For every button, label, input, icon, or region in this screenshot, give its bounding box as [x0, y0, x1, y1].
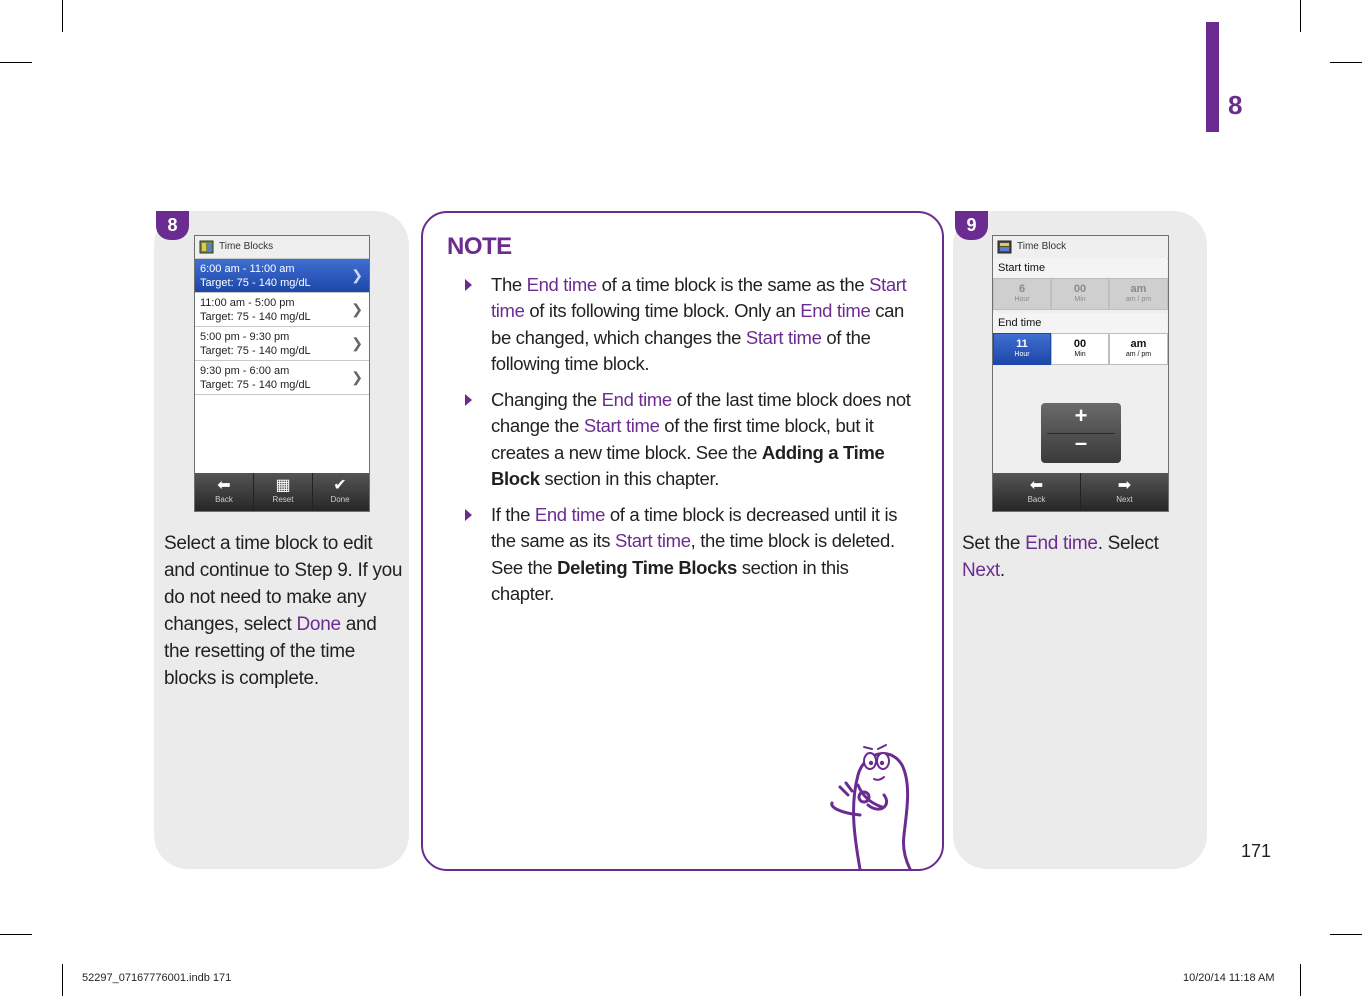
- plus-minus-control: [1041, 403, 1121, 463]
- end-min-field[interactable]: 00 Min: [1051, 333, 1109, 365]
- crop-mark: [0, 934, 32, 935]
- start-time-label: Start time: [993, 258, 1167, 278]
- target-range: Target: 75 - 140 mg/dL: [200, 277, 311, 289]
- target-range: Target: 75 - 140 mg/dL: [200, 379, 311, 391]
- crop-mark: [1300, 964, 1301, 996]
- time-block-row-1[interactable]: [195, 259, 369, 293]
- plus-button[interactable]: +: [1074, 403, 1088, 428]
- time-block-screen: [992, 235, 1169, 512]
- chevron-right-icon: ❯: [351, 301, 363, 317]
- note-bullet-2: Changing the End time of the last time block does not change the Start time of the first time block, but it creates a new time block. See the Adding a Time Block section in this chapter.: [491, 389, 911, 489]
- crop-mark: [62, 0, 63, 32]
- next-term: Next: [962, 560, 1000, 581]
- screen-title: Time Blocks: [219, 241, 274, 252]
- step-9-badge: 9: [955, 211, 988, 240]
- chevron-right-icon: ❯: [351, 335, 363, 351]
- done-label: Done: [330, 495, 350, 504]
- reset-button[interactable]: [253, 473, 313, 511]
- screen-footer: [993, 473, 1168, 511]
- back-button[interactable]: [993, 473, 1081, 511]
- note-title: NOTE: [447, 233, 512, 260]
- next-button[interactable]: [1081, 473, 1168, 511]
- bullet-triangle-icon: [465, 509, 472, 521]
- done-button[interactable]: [311, 473, 369, 511]
- next-label: Next: [1116, 495, 1133, 504]
- time-range: 6:00 am - 11:00 am: [200, 263, 295, 275]
- end-ampm-field[interactable]: am am / pm: [1109, 333, 1168, 365]
- target-range: Target: 75 - 140 mg/dL: [200, 345, 311, 357]
- arrow-left-icon: ⬅: [217, 477, 231, 494]
- time-range: 9:30 pm - 6:00 am: [200, 365, 290, 377]
- start-ampm-field: am am / pm: [1109, 278, 1168, 310]
- crop-mark: [1330, 62, 1362, 63]
- end-hour-field[interactable]: 11 Hour: [993, 333, 1051, 365]
- target-range: Target: 75 - 140 mg/dL: [200, 311, 311, 323]
- screen-footer: [195, 473, 369, 511]
- crop-mark: [62, 964, 63, 996]
- page-number: 171: [1241, 841, 1272, 861]
- screen-header: [195, 236, 369, 259]
- note-bullet-1: The End time of a time block is the same as the Start time of its following time block. Only an End time can be changed, which changes the Start time of the following time block.: [491, 274, 907, 374]
- crop-mark: [1330, 934, 1362, 935]
- screen-title: Time Block: [1017, 241, 1067, 252]
- crop-mark: [0, 62, 32, 63]
- step-8-caption: Select a time block to edit and continue to Step 9. If you do not need to make any changes, select Done and the resetting of the time blocks is complete.: [164, 533, 403, 689]
- minus-button[interactable]: –: [1074, 430, 1088, 455]
- eraser-icon: ▦: [275, 477, 291, 494]
- time-block-row-2[interactable]: [195, 293, 369, 327]
- start-min-field: 00 Min: [1051, 278, 1109, 310]
- done-term: Done: [296, 614, 341, 635]
- date-slug: 10/20/14 11:18 AM: [1183, 972, 1275, 984]
- note-bullet-3: If the End time of a time block is decreased until it is the same as its Start time, the time block is deleted. See the Deleting Time Blocks section in this chapter.: [491, 504, 898, 604]
- chapter-number: 8: [1228, 90, 1243, 120]
- time-range: 5:00 pm - 9:30 pm: [200, 331, 290, 343]
- chapter-tab-bar: [1206, 22, 1219, 132]
- time-block-icon: [997, 239, 1013, 255]
- back-button[interactable]: [195, 473, 253, 511]
- step-8-badge: 8: [156, 211, 189, 240]
- start-hour-field: 6 Hour: [993, 278, 1051, 310]
- reset-label: Reset: [272, 495, 294, 504]
- bullet-triangle-icon: [465, 394, 472, 406]
- crop-mark: [1300, 0, 1301, 32]
- time-block-row-3[interactable]: [195, 327, 369, 361]
- time-blocks-icon: [199, 239, 215, 255]
- back-label: Back: [215, 495, 233, 504]
- thinking-mascot-illustration: [820, 735, 940, 875]
- screen-header: [993, 236, 1168, 259]
- end-time-label: End time: [993, 313, 1167, 333]
- chevron-right-icon: ❯: [351, 267, 363, 283]
- time-range: 11:00 am - 5:00 pm: [200, 297, 295, 309]
- chevron-right-icon: ❯: [351, 369, 363, 385]
- step-9-caption: Set the End time. Select Next.: [962, 533, 1159, 581]
- bullet-triangle-icon: [465, 279, 472, 291]
- checkmark-icon: ✔: [333, 477, 347, 494]
- arrow-right-icon: ➡: [1117, 477, 1132, 494]
- end-time-term: End time: [1025, 533, 1098, 554]
- time-blocks-screen: [194, 235, 370, 512]
- back-label: Back: [1027, 495, 1046, 504]
- file-slug: 52297_07167776001.indb 171: [82, 972, 232, 984]
- arrow-left-icon: ⬅: [1029, 477, 1044, 494]
- time-block-row-4[interactable]: [195, 361, 369, 395]
